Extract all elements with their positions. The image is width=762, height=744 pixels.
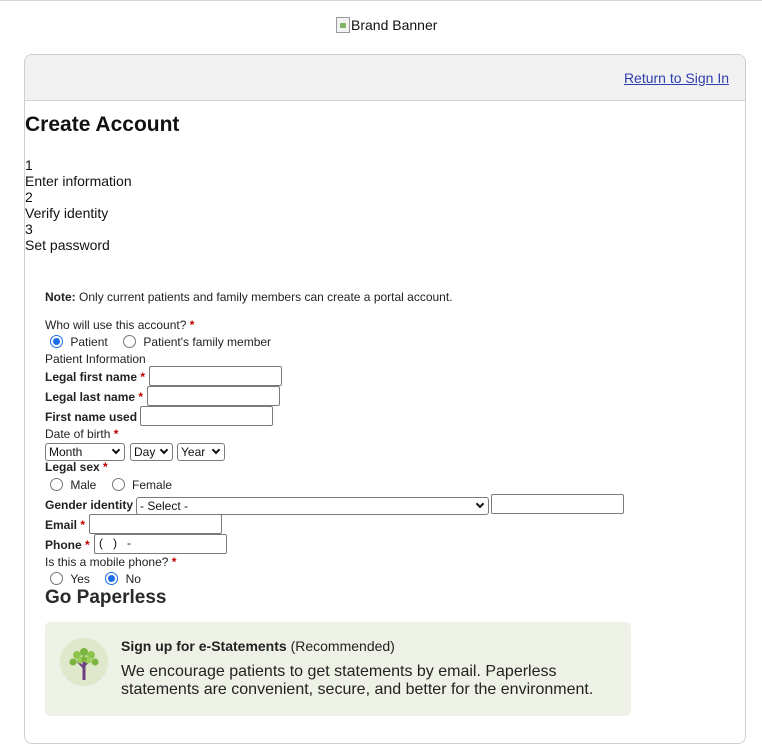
phone-label — [45, 538, 90, 552]
required-mark: * — [189, 318, 195, 332]
male-radio-label: Male — [70, 478, 97, 492]
note — [45, 290, 453, 304]
step-3-number: 3 — [25, 221, 33, 237]
return-to-sign-in-link[interactable]: Return to Sign In — [623, 70, 729, 86]
email-label-text: Email — [45, 518, 78, 532]
chevron-down-icon — [112, 446, 120, 454]
mobile-yes-radio[interactable] — [50, 572, 63, 585]
dob-label-text: Date of birth — [45, 427, 111, 441]
legal-sex-label-text: Legal sex — [45, 460, 100, 474]
gender-identity-select[interactable] — [136, 497, 489, 515]
male-radio[interactable] — [50, 478, 63, 491]
name-used-input[interactable] — [140, 406, 273, 426]
gender-identity-other-input[interactable] — [491, 494, 624, 514]
step-2-label: Verify identity — [25, 205, 109, 221]
required-mark: * — [138, 390, 144, 404]
required-mark: * — [140, 370, 146, 384]
step-3-label: Set password — [25, 237, 110, 253]
e-statements-panel[interactable] — [45, 622, 631, 716]
tree-icon — [60, 638, 108, 686]
dob-month-value: Month — [49, 445, 83, 459]
step-indicator — [25, 157, 132, 253]
dob-label — [45, 427, 118, 441]
name-used-label: First name used — [45, 410, 138, 424]
card-header — [25, 55, 745, 101]
e-statements-description: We encourage patients to get statements by email. Paperless statements are convenient, secure, and better for the environment. — [121, 663, 594, 698]
who-uses-label: Who will use this account? — [45, 318, 187, 332]
create-account-card — [24, 54, 746, 744]
brand-banner-alt: Brand Banner — [351, 17, 438, 33]
recommended-tag: (Recommended) — [290, 638, 395, 654]
note-prefix: Note: — [45, 290, 76, 304]
dob-month-select[interactable] — [45, 443, 125, 461]
first-name-input[interactable] — [149, 366, 282, 386]
required-mark: * — [171, 555, 177, 569]
dob-year-select[interactable] — [177, 443, 225, 461]
mobile-no-label: No — [125, 572, 141, 586]
required-mark: * — [80, 518, 86, 532]
first-name-label — [45, 370, 145, 384]
last-name-label — [45, 390, 143, 404]
first-name-label-text: Legal first name — [45, 370, 138, 384]
mobile-no-radio[interactable] — [105, 572, 118, 585]
last-name-label-text: Legal last name — [45, 390, 136, 404]
required-mark: * — [103, 460, 108, 474]
step-2-number: 2 — [25, 189, 33, 205]
mobile-question-text: Is this a mobile phone? — [45, 555, 169, 569]
page-title: Create Account — [25, 113, 180, 136]
step-1-number: 1 — [25, 157, 33, 173]
who-uses-question — [45, 318, 194, 332]
dob-year-value: Year — [181, 445, 206, 459]
required-mark: * — [113, 427, 119, 441]
broken-image-icon — [336, 17, 350, 33]
patient-radio-label: Patient — [70, 335, 108, 349]
note-text: Only current patients and family members can create a portal account. — [79, 290, 453, 304]
gender-identity-value: - Select - — [140, 499, 189, 513]
brand-banner — [336, 17, 437, 33]
required-mark: * — [85, 538, 90, 552]
gender-identity-label: Gender identity — [45, 498, 134, 512]
mobile-options — [50, 572, 141, 586]
female-radio[interactable] — [112, 478, 125, 491]
mobile-question — [45, 555, 176, 569]
patient-radio[interactable] — [50, 335, 63, 348]
step-1-label: Enter information — [25, 173, 132, 189]
mobile-yes-label: Yes — [70, 572, 90, 586]
dob-day-value: Day — [134, 445, 156, 459]
last-name-input[interactable] — [147, 386, 280, 406]
legal-sex-options — [50, 478, 172, 492]
phone-label-text: Phone — [45, 538, 82, 552]
e-statements-title — [121, 638, 395, 654]
phone-input[interactable]: ( ) - — [94, 534, 227, 554]
chevron-down-icon — [212, 446, 220, 454]
female-radio-label: Female — [132, 478, 173, 492]
family-member-radio[interactable] — [123, 335, 136, 348]
chevron-down-icon — [476, 500, 484, 508]
dob-day-select[interactable] — [130, 443, 173, 461]
email-input[interactable] — [89, 514, 222, 534]
family-member-radio-label: Patient's family member — [143, 335, 272, 349]
go-paperless-heading: Go Paperless — [45, 587, 167, 608]
chevron-down-icon — [160, 446, 168, 454]
who-uses-options — [50, 335, 271, 349]
email-label — [45, 518, 85, 532]
legal-sex-label — [45, 460, 108, 474]
patient-information-label: Patient Information — [45, 352, 146, 366]
e-statements-title-text: Sign up for e-Statements — [121, 638, 287, 654]
